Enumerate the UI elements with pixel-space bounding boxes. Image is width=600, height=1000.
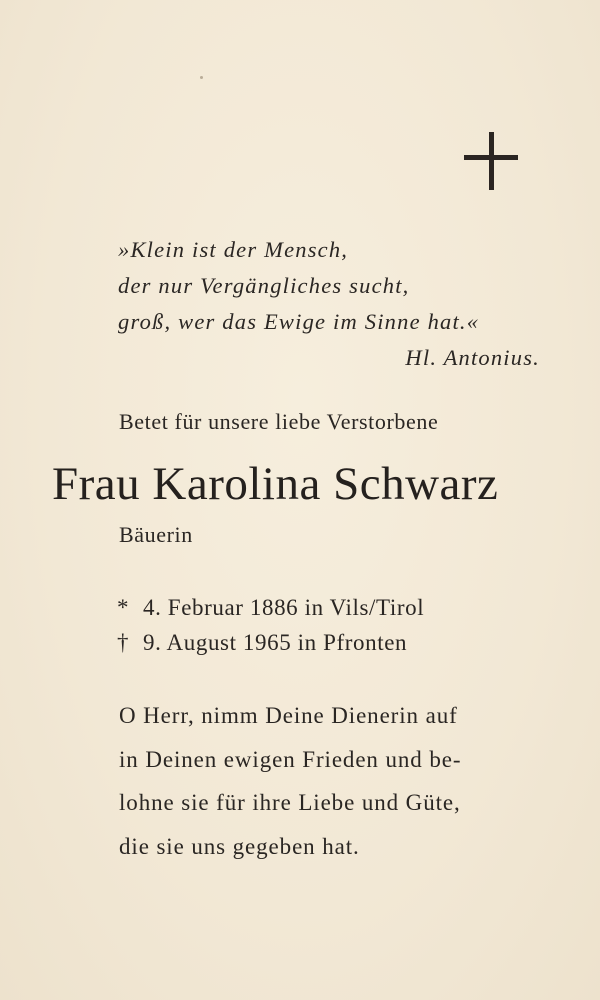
birth-date: 4. Februar 1886 in Vils/Tirol	[143, 595, 425, 620]
prayer-line: lohne sie für ihre Liebe und Güte,	[119, 790, 461, 815]
birth-star-icon: *	[117, 595, 130, 620]
deceased-occupation: Bäuerin	[119, 522, 193, 547]
deceased-name: Frau Karolina Schwarz	[52, 458, 499, 510]
quote-line: groß, wer das Ewige im Sinne hat.«	[118, 309, 480, 334]
death-date-line	[117, 625, 424, 660]
quote-line: »Klein ist der Mensch,	[118, 237, 349, 262]
death-dagger-icon: †	[117, 630, 130, 655]
intro-text: Betet für unsere liebe Verstorbene	[119, 409, 439, 434]
quote-block	[118, 232, 548, 376]
paper-speck	[200, 76, 203, 79]
prayer-line: O Herr, nimm Deine Dienerin auf	[119, 703, 458, 728]
birth-date-line	[117, 590, 424, 625]
prayer-line: in Deinen ewigen Frieden und be-	[119, 746, 462, 772]
death-date: 9. August 1965 in Pfronten	[143, 630, 408, 655]
prayer-line: die sie uns gegeben hat.	[119, 833, 360, 859]
quote-line: der nur Vergängliches sucht,	[118, 273, 410, 298]
prayer-block	[119, 694, 549, 868]
quote-attribution: Hl. Antonius.	[405, 345, 540, 370]
life-dates	[117, 590, 424, 660]
cross-icon	[462, 128, 520, 192]
